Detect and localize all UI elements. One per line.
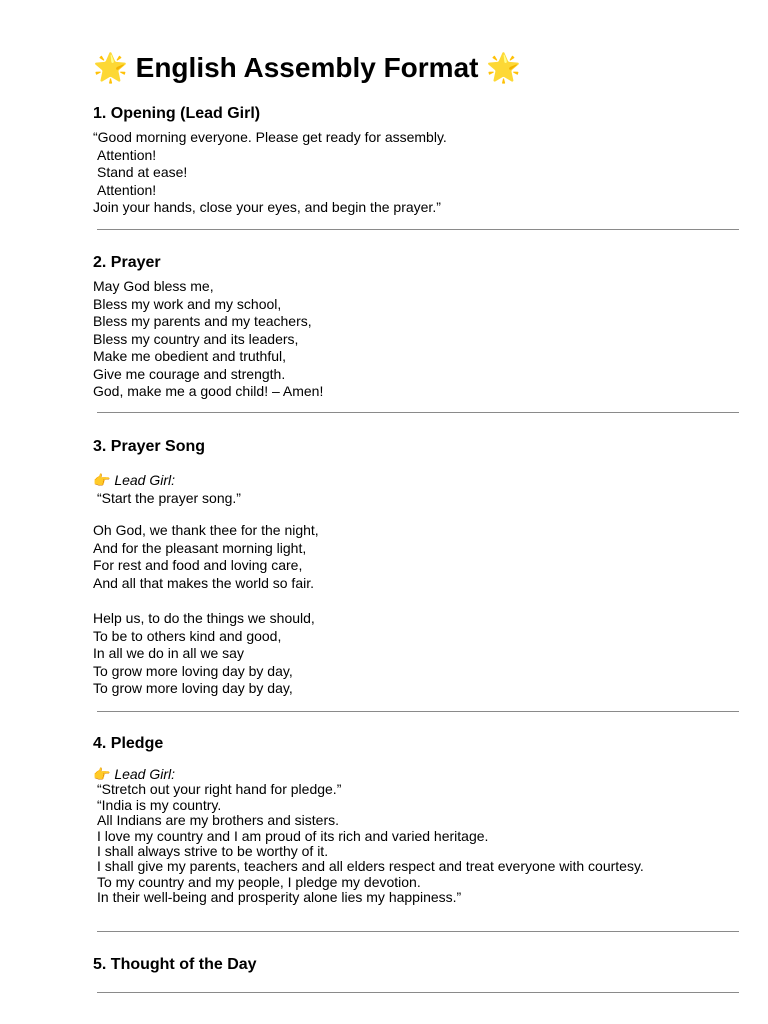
pledge-line: “Stretch out your right hand for pledge.” — [97, 781, 342, 798]
lead-girl-text: Lead Girl: — [114, 472, 176, 488]
song-line: To be to others kind and good, — [93, 627, 282, 644]
pointing-hand-icon: 👉 — [93, 767, 111, 783]
opening-line: Attention! — [97, 146, 157, 163]
section-heading-thought: 5. Thought of the Day — [93, 956, 257, 973]
song-line: Oh God, we thank thee for the night, — [93, 522, 319, 538]
prayer-song-verse-2 — [93, 610, 315, 698]
section-heading-prayer: 2. Prayer — [93, 254, 161, 271]
lead-girl-label — [93, 767, 644, 782]
song-line: To grow more loving day by day, — [93, 662, 293, 679]
star-icon: 🌟 — [486, 51, 522, 84]
pledge-line: In their well-being and prosperity alone lies my happiness.” — [97, 889, 462, 906]
pledge-line: To my country and my people, I pledge my devotion. — [97, 873, 421, 890]
section-divider — [97, 412, 739, 413]
prayer-line: Bless my parents and my teachers, — [93, 313, 312, 329]
star-icon: 🌟 — [93, 51, 128, 84]
page-title-text: English Assembly Format — [135, 52, 479, 83]
pledge-text — [93, 767, 644, 906]
opening-line: “Good morning everyone. Please get ready for assembly. — [93, 129, 447, 145]
song-line: To grow more loving day by day, — [93, 680, 293, 696]
song-line: For rest and food and loving care, — [93, 557, 303, 573]
song-line: Help us, to do the things we should, — [93, 610, 315, 626]
pledge-line: All Indians are my brothers and sisters. — [97, 812, 339, 829]
section-heading-opening: 1. Opening (Lead Girl) — [93, 105, 261, 122]
prayer-text — [93, 278, 323, 401]
prayer-line: Make me obedient and truthful, — [93, 348, 287, 364]
prayer-line: Give me courage and strength. — [93, 365, 286, 382]
lead-girl-text: Lead Girl: — [114, 766, 176, 782]
pointing-hand-icon: 👉 — [93, 473, 111, 489]
prayer-song-lead — [93, 472, 241, 507]
opening-line: Attention! — [97, 181, 157, 198]
song-line: And all that makes the world so fair. — [93, 574, 314, 591]
pledge-line: I shall give my parents, teachers and all elders respect and treat everyone with courtesy. — [97, 858, 644, 875]
song-line: And for the pleasant morning light, — [93, 539, 307, 556]
page-title — [93, 48, 521, 88]
pledge-line: “India is my country. — [97, 796, 222, 813]
prayer-line: Bless my country and its leaders, — [93, 330, 299, 347]
section-heading-pledge: 4. Pledge — [93, 735, 164, 752]
section-divider — [97, 229, 739, 230]
lead-instruction: “Start the prayer song.” — [97, 489, 241, 506]
prayer-song-verse-1 — [93, 522, 319, 592]
opening-line: Join your hands, close your eyes, and begin the prayer.” — [93, 199, 441, 215]
pledge-line: I shall always strive to be worthy of it. — [97, 842, 329, 859]
section-divider — [97, 992, 739, 993]
prayer-line: May God bless me, — [93, 278, 214, 294]
opening-line: Stand at ease! — [97, 164, 188, 180]
lead-girl-label — [93, 472, 241, 490]
prayer-line: God, make me a good child! – Amen! — [93, 383, 324, 399]
section-divider — [97, 711, 739, 712]
prayer-line: Bless my work and my school, — [93, 295, 282, 312]
pledge-line: I love my country and I am proud of its rich and varied heritage. — [97, 827, 489, 844]
song-line: In all we do in all we say — [93, 645, 244, 661]
section-heading-prayer-song: 3. Prayer Song — [93, 438, 206, 455]
opening-text — [93, 129, 447, 217]
section-divider — [97, 931, 739, 932]
